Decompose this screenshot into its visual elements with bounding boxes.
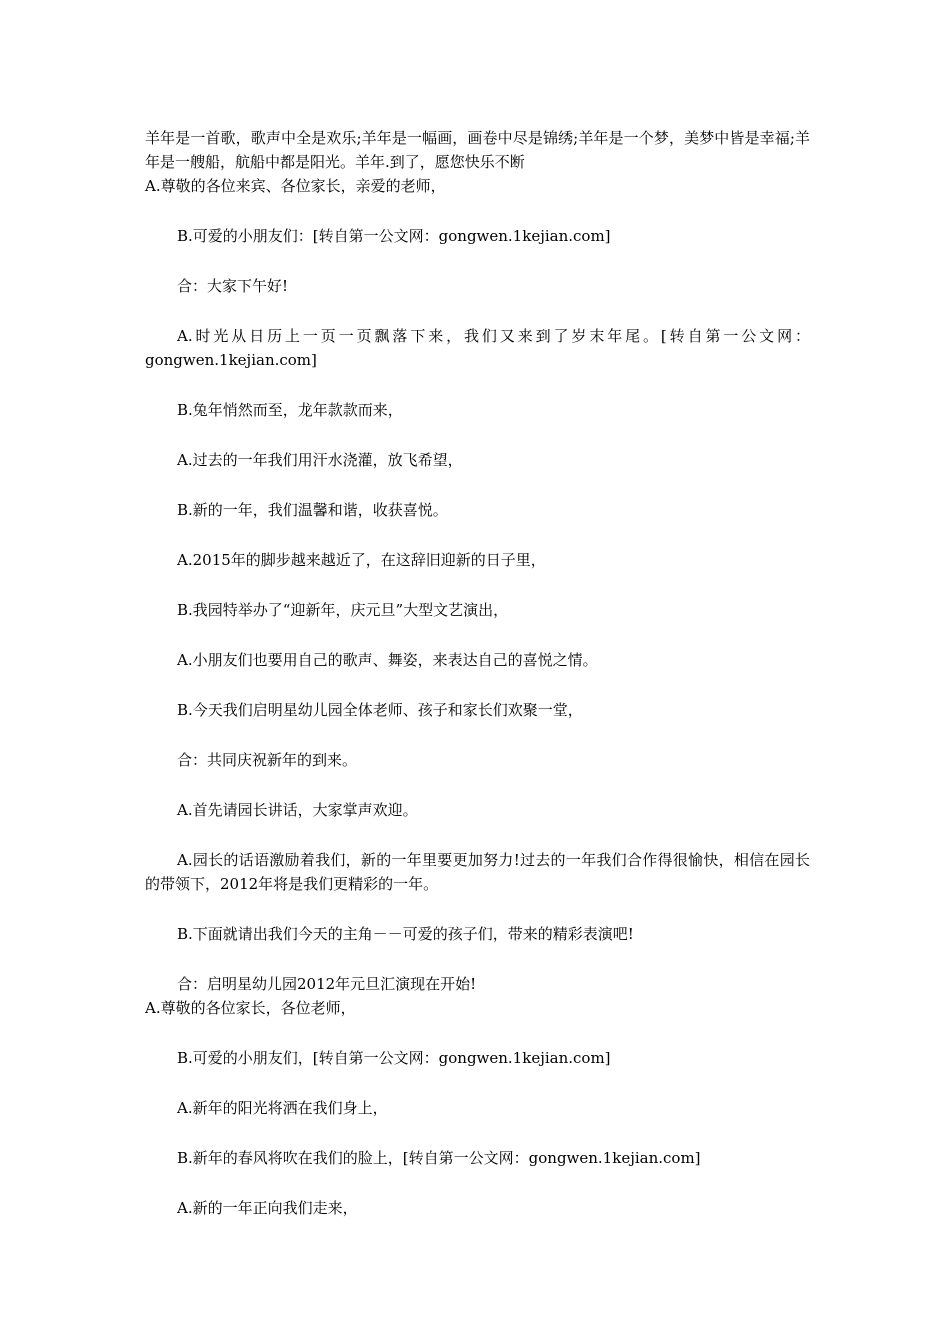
paragraph: A.尊敬的各位家长，各位老师， [145,999,356,1017]
paragraph: A.园长的话语激励着我们，新的一年里要更加努力!过去的一年我们合作得很愉快，相信在园长的带领下，2012年将是我们更精彩的一年。 [145,851,810,893]
paragraph: A.新年的阳光将洒在我们身上， [177,1099,388,1117]
paragraph: B.可爱的小朋友们：[转自第一公文网：gongwen.1kejian.com] [177,227,611,245]
paragraph: A.时光从日历上一页一页飘落下来，我们又来到了岁末年尾。[转自第一公文网：gongwen.1kejian.com] [145,327,810,369]
paragraph: B.新年的春风将吹在我们的脸上，[转自第一公文网：gongwen.1kejian.com] [177,1149,701,1167]
paragraph: A.过去的一年我们用汗水浇灌，放飞希望， [177,451,463,469]
paragraph: B.兔年悄然而至，龙年款款而来， [177,401,403,419]
paragraph: B.下面就请出我们今天的主角－－可爱的孩子们，带来的精彩表演吧! [177,925,634,943]
paragraph: A.2015年的脚步越来越近了，在这辞旧迎新的日子里， [177,551,546,569]
paragraph: A.小朋友们也要用自己的歌声、舞姿，来表达自己的喜悦之情。 [177,651,598,669]
paragraph: A.新的一年正向我们走来， [177,1199,358,1217]
paragraph: 合：大家下午好! [177,277,289,295]
document-body [145,126,810,1220]
paragraph: 羊年是一首歌，歌声中全是欢乐;羊年是一幅画，画卷中尽是锦绣;羊年是一个梦，美梦中皆是幸福;羊年是一艘船，航船中都是阳光。羊年.到了，愿您快乐不断 [145,129,810,171]
paragraph: A.首先请园长讲话，大家掌声欢迎。 [177,801,418,819]
paragraph: B.可爱的小朋友们，[转自第一公文网：gongwen.1kejian.com] [177,1049,611,1067]
paragraph: B.我园特举办了“迎新年，庆元旦”大型文艺演出， [177,601,509,619]
paragraph: B.新的一年，我们温馨和谐，收获喜悦。 [177,501,448,519]
paragraph: 合：启明星幼儿园2012年元旦汇演现在开始! [177,975,477,993]
paragraph: 合：共同庆祝新年的到来。 [177,751,358,769]
paragraph: A.尊敬的各位来宾、各位家长，亲爱的老师， [145,177,446,195]
paragraph: B.今天我们启明星幼儿园全体老师、孩子和家长们欢聚一堂， [177,701,583,719]
